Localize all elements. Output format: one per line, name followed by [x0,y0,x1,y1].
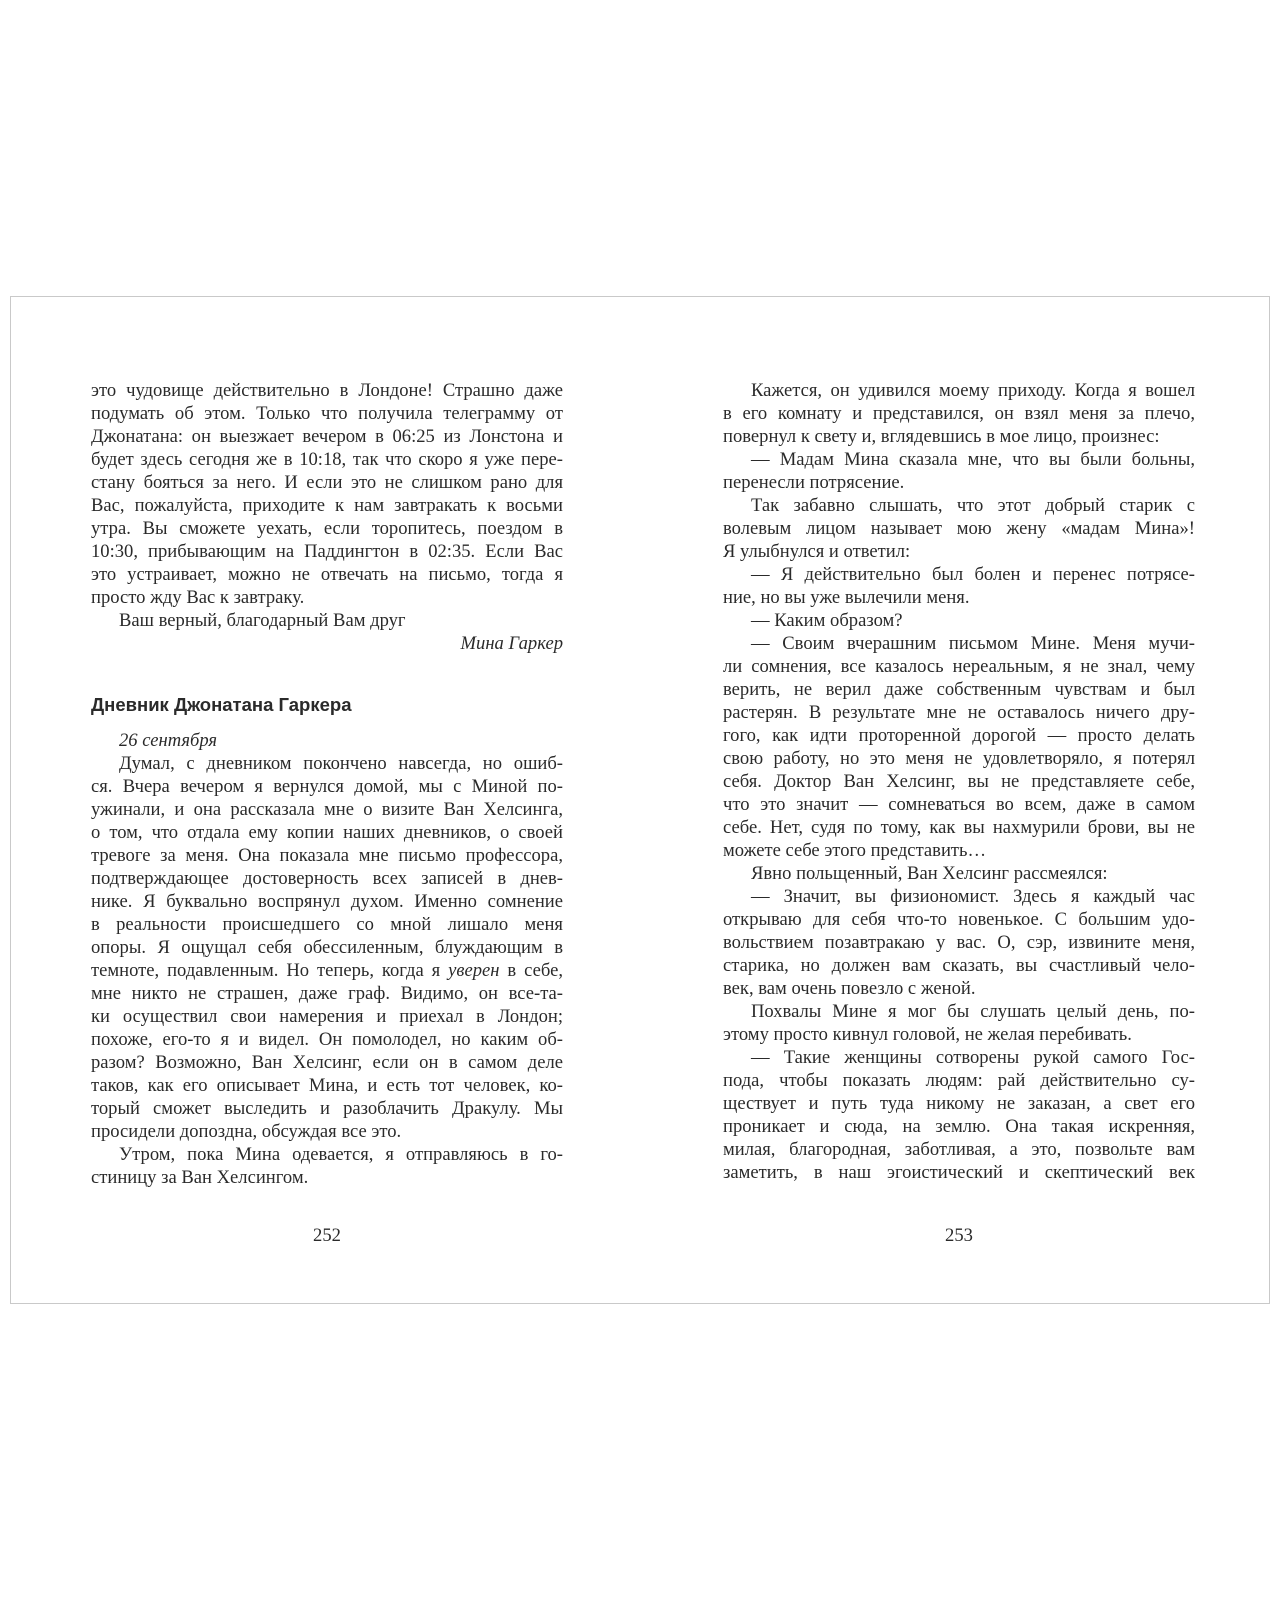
letter-signature: Мина Гаркер [460,633,563,654]
text-line: милая, благородная, заботливая, а это, позвольте вам [723,1139,1195,1160]
text-run: темноте, подавленным. Но теперь, когда я [91,960,449,981]
right-page [723,379,1195,1184]
text-line: повернул к свету и, вглядевшись в мое лицо, произнес: [723,426,1160,447]
text-line: утра. Вы сможете уехать, если торопитесь, поездом в [91,518,563,539]
text-line: ужинали, и она рассказала мне о визите Ван Хелсинга, [91,799,563,820]
text-line: Утром, пока Мина одевается, я отправляюсь в го- [119,1144,563,1165]
text-line: ли сомнения, все казалось нереальным, я не знал, чему [723,656,1195,677]
text-line: мне никто не страшен, даже граф. Видимо, он все-та- [91,983,563,1004]
diary-paragraph-2 [91,1143,563,1189]
text-line: ся. Вчера вечером я вернулся домой, мы с Миной по- [91,776,563,797]
text-line: проникает и сюда, на землю. Она такая искренняя, [723,1116,1195,1137]
text-line: — Мадам Мина сказала мне, что вы были больны, [751,449,1195,470]
letter-text [91,379,563,609]
text-line: разом? Возможно, Ван Хелсинг, если он в самом деле [91,1052,563,1073]
text-line: — Я действительно был болен и перенес потрясе- [751,564,1195,585]
text-line: Думал, с дневником покончено навсегда, но ошиб- [119,753,563,774]
diary-paragraph-1 [91,752,563,959]
text-line: опоры. Я ощущал себя обессиленным, блуждающим в [91,937,563,958]
text-line: просидели допоздна, обсуждая все это. [91,1121,402,1142]
text-line: перенесли потрясение. [723,472,905,493]
text-line: — Значит, вы физиономист. Здесь я каждый час [751,886,1195,907]
text-line: в его комнату и представился, он взял меня за плечо, [723,403,1195,424]
text-line: просто жду Вас к завтраку. [91,587,305,608]
text-line: Похвалы Мине я мог бы слушать целый день, по- [751,1001,1195,1022]
text-line: Джонатана: он выезжает вечером в 06:25 из Лонстона и [91,426,563,447]
right-page-text [723,379,1195,1184]
text-line: свою работу, но это меня не удовлетворяло, я потерял [723,748,1195,769]
text-line: вольствием позавтракаю у вас. О, сэр, извините меня, [723,932,1195,953]
text-line: торый сможет выследить и разоблачить Дракулу. Мы [91,1098,563,1119]
text-line: будет здесь сегодня же в 10:18, так что скоро я уже пере- [91,449,563,470]
text-line: старика, но должен вам сказать, вы счастливый чело- [723,955,1195,976]
emphasis-text: уверен [448,960,500,981]
text-line: волевым лицом называет мою жену «мадам Мина»! [723,518,1195,539]
text-line: о том, что отдала ему копии наших дневников, о своей [91,822,563,843]
text-line: себе. Нет, судя по тому, как вы нахмурили брови, вы не [723,817,1195,838]
text-line: Так забавно слышать, что этот добрый старик с [751,495,1195,516]
section-heading: Дневник Джонатана Гаркера [91,694,352,715]
text-line: 10:30, прибывающим на Паддингтон в 02:35. Если Вас [91,541,563,562]
text-line: Явно польщенный, Ван Хелсинг рассмеялся: [751,863,1108,884]
text-line: Я улыбнулся и ответил: [723,541,911,562]
text-run: в себе, [499,960,563,981]
page-number-left: 252 [313,1225,341,1246]
text-line: растерян. В результате мне не оставалось ничего дру- [723,702,1195,723]
diary-date: 26 сентября [119,730,218,751]
page-number-right: 253 [945,1225,973,1246]
text-line: подумать об этом. Только что получила телеграмму от [91,403,563,424]
book-spread [10,296,1270,1304]
left-page [91,379,563,1189]
text-line: это устраивает, можно не отвечать на письмо, тогда я [91,564,563,585]
text-line: ществует и путь туда никому не заказан, а свет его [723,1093,1195,1114]
text-line: Кажется, он удивился моему приходу. Когда я вошел [751,380,1195,401]
text-line: что это значит — сомневаться во всем, даже в самом [723,794,1195,815]
text-line: стану бояться за него. И если это не слишком рано для [91,472,563,493]
text-line: заметить, в наш эгоистический и скептический век [723,1162,1195,1183]
text-line: этому просто кивнул головой, не желая перебивать. [723,1024,1132,1045]
text-line: век, вам очень повезло с женой. [723,978,976,999]
text-line: ние, но вы уже вылечили меня. [723,587,970,608]
text-line: таков, как его описывает Мина, и есть тот человек, ко- [91,1075,563,1096]
text-line [91,959,563,982]
text-line: похоже, его-то я и видел. Он помолодел, но каким об- [91,1029,563,1050]
text-line: открываю для себя что-то новенькое. С большим удо- [723,909,1195,930]
text-line: стиницу за Ван Хелсингом. [91,1167,309,1188]
text-line: гого, как идти проторенной дорогой — просто делать [723,725,1195,746]
text-line: — Такие женщины сотворены рукой самого Гос- [751,1047,1195,1068]
text-line: себя. Доктор Ван Хелсинг, вы не представляете себе, [723,771,1195,792]
text-line: пода, чтобы показать людям: рай действительно су- [723,1070,1195,1091]
text-line: Вас, пожалуйста, приходите к нам завтракать к восьми [91,495,563,516]
text-line: — Своим вчерашним письмом Мине. Меня мучи- [751,633,1195,654]
text-line: тревоге за меня. Она показала мне письмо профессора, [91,845,563,866]
text-line: можете себе этого представить… [723,840,987,861]
text-line: верить, не верил даже собственным чувствам и был [723,679,1195,700]
text-line: нике. Я буквально воспрянул духом. Именно сомнение [91,891,563,912]
text-line: ки осуществил свои намерения и приехал в Лондон; [91,1006,563,1027]
letter-closing: Ваш верный, благодарный Вам друг [119,610,406,631]
text-line: это чудовище действительно в Лондоне! Страшно даже [91,380,563,401]
text-line: — Каким образом? [751,610,903,631]
text-line: в реальности происшедшего со мной лишало меня [91,914,563,935]
text-line: подтверждающее достоверность всех записей в днев- [91,868,563,889]
diary-paragraph-1-rest [91,982,563,1143]
